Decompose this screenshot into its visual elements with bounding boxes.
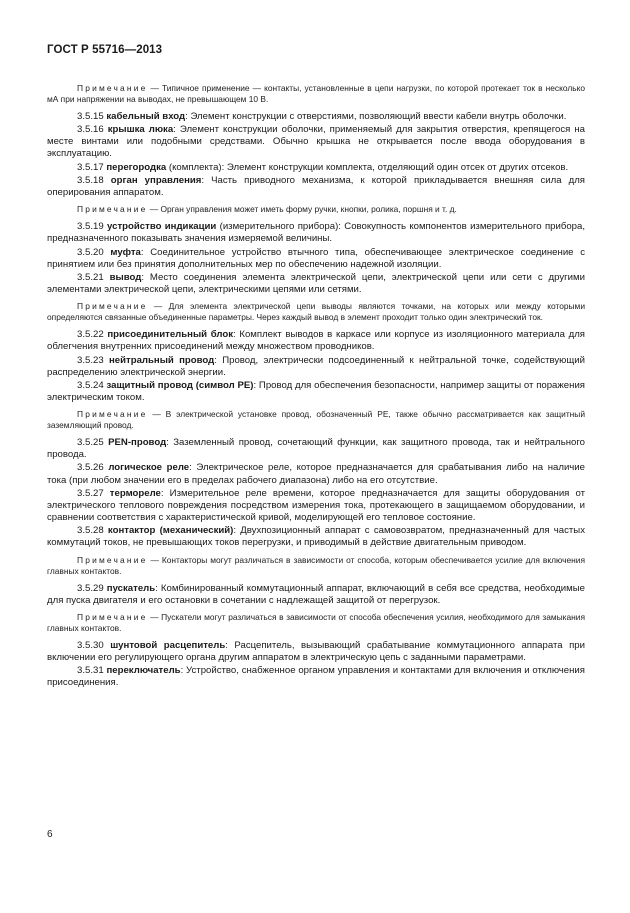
clause-number: 3.5.22 xyxy=(77,329,104,341)
defined-term: орган управления xyxy=(110,175,202,187)
note-label: Примечание xyxy=(77,83,148,93)
defined-term: переключатель xyxy=(106,665,181,677)
definition-paragraph xyxy=(47,247,585,271)
definition-paragraph xyxy=(47,640,585,664)
clause-number: 3.5.23 xyxy=(77,354,104,366)
clause-number: 3.5.26 xyxy=(77,462,104,474)
definition-paragraph xyxy=(47,583,585,607)
definition-paragraph xyxy=(47,462,585,486)
clause-number: 3.5.31 xyxy=(77,665,104,677)
note-label: Примечание xyxy=(77,409,148,420)
defined-term: шунтовой расцепитель xyxy=(110,639,226,651)
definition-text: : Расцепитель, вызывающий срабатывание коммутационного аппарата при включении его регулирующего органа другим аппаратом в электрическую цепь с заданными параметрами. xyxy=(47,639,585,663)
clause-number: 3.5.25 xyxy=(77,437,104,449)
definition-text: : Комбинированный коммутационный аппарат, включающий в себя все средства, необходимые для пуска двигателя и его остановки в сочетании с надлежащей защитой от перегрузок. xyxy=(47,582,585,606)
clause-number: 3.5.18 xyxy=(77,175,104,187)
defined-term: защитный провод (символ PE) xyxy=(106,379,254,391)
defined-term: муфта xyxy=(110,246,141,258)
clause-number: 3.5.21 xyxy=(77,271,104,283)
clause-number: 3.5.17 xyxy=(77,161,104,173)
defined-term: термореле xyxy=(109,487,161,499)
definition-paragraph xyxy=(47,124,585,160)
note-text: — Контакторы могут различаться в зависимости от способа, которым обеспечивается усилие для включения главных контактов. xyxy=(47,554,585,576)
definition-text: : Устройство, снабженное органом управления и контактами для включения и отключения присоединения. xyxy=(47,665,585,689)
note-paragraph xyxy=(47,409,585,431)
definition-paragraph xyxy=(47,437,585,461)
note-paragraph xyxy=(47,555,585,577)
definition-text: (комплекта): Элемент конструкции комплекта, отделяющий один отсек от других отсеков. xyxy=(166,161,569,173)
clause-number: 3.5.28 xyxy=(77,525,104,537)
definition-paragraph xyxy=(47,355,585,379)
definition-paragraph xyxy=(47,272,585,296)
definition-text: : Часть приводного механизма, к которой прикладывается внешняя сила для оперирования аппаратом. xyxy=(47,175,586,199)
document-header: ГОСТ Р 55716—2013 xyxy=(47,44,163,56)
note-paragraph xyxy=(47,204,585,215)
definition-paragraph xyxy=(47,175,585,199)
clause-number: 3.5.19 xyxy=(77,221,104,233)
note-text: — Пускатели могут различаться в зависимости от способа обеспечения усилия, необходимого для замыкания главных контактов. xyxy=(47,611,585,633)
defined-term: присоединительный блок xyxy=(107,329,234,341)
definition-text: : Элемент конструкции оболочки, применяемый для закрытия отверстия, крепящегося на месте винтами или подобными средствами. Обычно крышка не открывается после ввода оборудования в эксплуатацию. xyxy=(47,124,585,160)
defined-term: PEN-провод xyxy=(108,437,167,449)
definition-text: : Заземленный провод, сочетающий функции, как защитного провода, так и нейтрального провода. xyxy=(47,437,585,461)
definition-paragraph xyxy=(47,488,585,524)
definition-paragraph xyxy=(47,221,585,245)
defined-term: логическое реле xyxy=(108,462,190,474)
note-paragraph xyxy=(47,612,585,634)
clause-number: 3.5.20 xyxy=(77,246,104,258)
definition-paragraph xyxy=(47,329,585,353)
note-label: Примечание xyxy=(77,204,148,215)
note-paragraph xyxy=(47,301,585,323)
clause-number: 3.5.15 xyxy=(77,111,104,122)
clause-number: 3.5.24 xyxy=(77,379,104,391)
definition-text: : Место соединения элемента электрической цепи, электрической цепи или сети с другими элементами электрической цепи, электрическими цепями или сетями. xyxy=(47,271,585,296)
clause-number: 3.5.29 xyxy=(77,582,104,594)
page-number: 6 xyxy=(47,829,53,840)
note-text: — В электрической установке провод, обозначенный PE, также обычно рассматривается как защитный заземляющий провод. xyxy=(47,409,585,431)
document-body xyxy=(47,78,585,690)
clause-number: 3.5.16 xyxy=(77,124,104,136)
definition-text: : Комплект выводов в каркасе или корпусе из изоляционного материала для облегчения внутренних присоединений между множеством проводников. xyxy=(47,329,585,353)
defined-term: перегородка xyxy=(106,161,167,173)
note-paragraph xyxy=(47,83,585,105)
definition-text: : Провод, электрически подсоединенный к нейтральной точке, содействующий распределению электрической энергии. xyxy=(47,354,585,378)
note-text: — Для элемента электрической цепи выводы являются точками, на которых или между которыми определяются связанные объединенные параметры. Через каждый вывод в элемент проходит только один электрический ток. xyxy=(47,301,585,323)
note-label: Примечание xyxy=(77,301,148,312)
definition-text: : Элемент конструкции с отверстиями, позволяющий ввести кабели внутрь оболочки. xyxy=(185,111,567,122)
definition-paragraph xyxy=(47,111,585,123)
defined-term: кабельный вход xyxy=(106,111,186,122)
definition-text: : Двухпозиционный аппарат с самовозвратом, предназначенный для частых коммутаций токов, не превышающих токов перегрузки, и приводимый в действие двигательным приводом. xyxy=(47,525,585,549)
defined-term: контактор (механический) xyxy=(107,525,234,537)
definition-paragraph xyxy=(47,380,585,404)
definition-paragraph xyxy=(47,162,585,174)
note-text: — Орган управления может иметь форму ручки, кнопки, ролика, поршня и т. д. xyxy=(147,204,457,215)
definition-text: : Провод для обеспечения безопасности, например защиты от поражения электрическим током. xyxy=(47,379,585,403)
clause-number: 3.5.30 xyxy=(77,639,104,651)
note-label: Примечание xyxy=(77,554,148,565)
note-label: Примечание xyxy=(77,611,148,622)
definition-text: : Электрическое реле, которое предназначается для срабатывания либо на наличие тока (при любом значении его в пределах рабочего диапазона) либо на его отсутствие. xyxy=(47,462,586,486)
defined-term: крышка люка xyxy=(107,124,174,136)
note-text: — Типичное применение — контакты, установленные в цепи нагрузки, по которой протекает ток в несколько мА при напряжении на выводах, не превышающем 10 В. xyxy=(47,83,585,104)
definition-paragraph xyxy=(47,665,585,689)
defined-term: вывод xyxy=(109,271,142,283)
definition-text: : Соединительное устройство втычного типа, обеспечивающее электрическое соединение с принятием или без принятия дополнительных мер по обеспечению надежной изоляции. xyxy=(47,246,585,270)
clause-number: 3.5.27 xyxy=(77,487,104,499)
defined-term: нейтральный провод xyxy=(109,354,215,366)
definition-paragraph xyxy=(47,525,585,549)
definition-text: (измерительного прибора): Совокупность компонентов измерительного прибора, предназначенного показывать значения измеряемой величины. xyxy=(47,221,586,245)
defined-term: устройство индикации xyxy=(107,221,217,233)
defined-term: пускатель xyxy=(106,582,156,594)
definition-text: : Измерительное реле времени, которое предназначается для защиты оборудования от электрического теплового повреждения посредством измерения тока, протекающего в защищаемом оборудовании, и сравнении соответствия с характеристической кривой, моделирующей его тепловое состояние. xyxy=(47,487,585,524)
